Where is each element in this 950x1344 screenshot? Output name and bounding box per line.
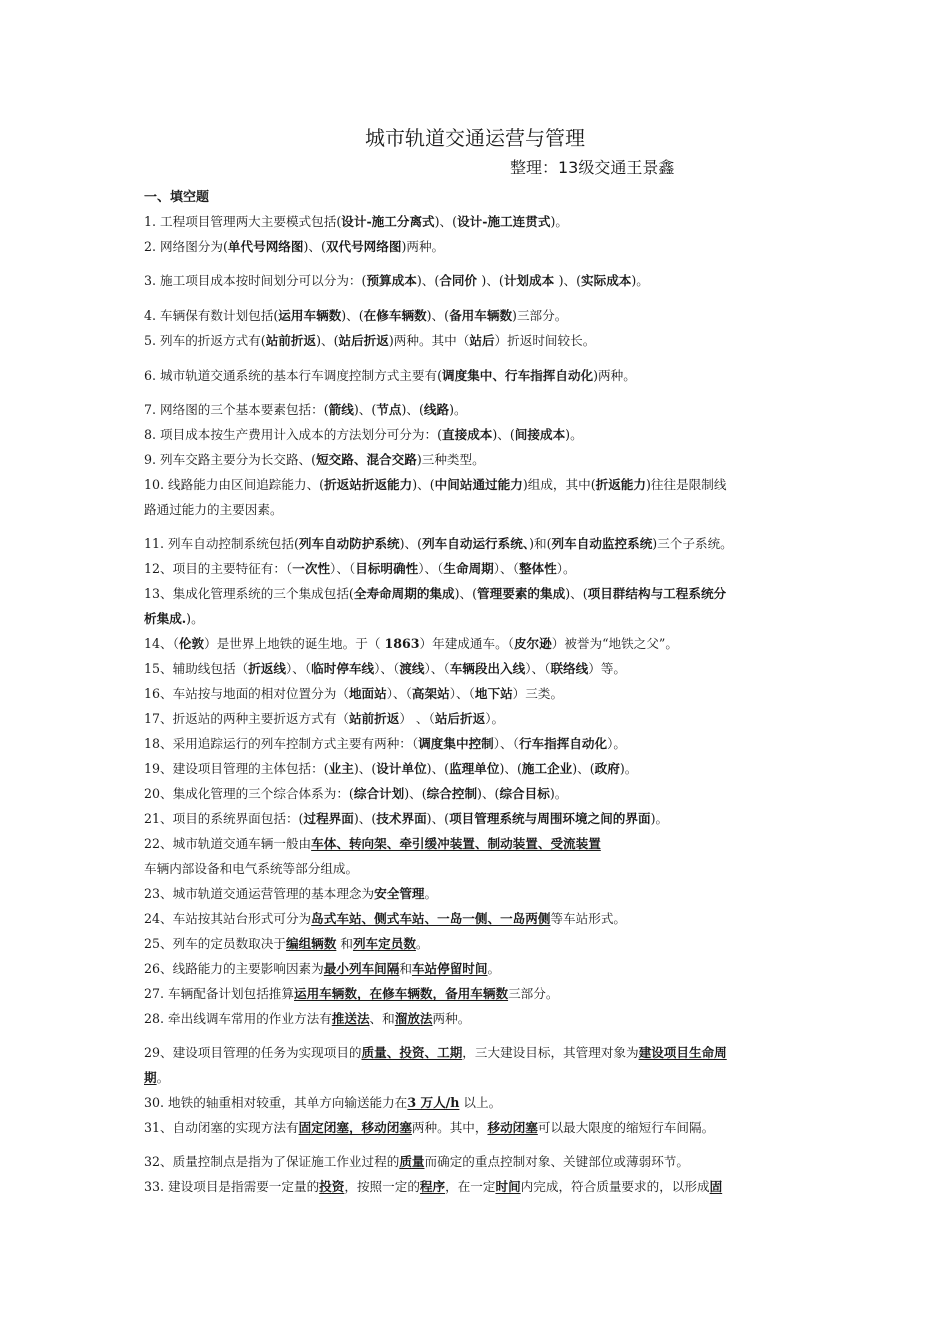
text-line xyxy=(144,808,824,830)
question-text: 13、集成化管理系统的三个集成包括( xyxy=(144,586,354,601)
text-line xyxy=(144,633,824,655)
answer-text: 备用车辆数 xyxy=(449,308,513,323)
answer-text: 高架站 xyxy=(411,686,450,701)
question-text: )。 xyxy=(550,214,568,229)
question-text: 15、辅助线包括（ xyxy=(144,661,249,676)
question-text: 。 xyxy=(415,936,429,951)
answer-text: 固 xyxy=(709,1179,723,1194)
question-text: ）三类。 xyxy=(512,686,564,701)
question-text: )、( xyxy=(399,536,423,551)
text-line xyxy=(144,1042,824,1064)
question-text: )三部分。 xyxy=(512,308,568,323)
question-text: )、( xyxy=(492,427,515,442)
text-line xyxy=(144,583,824,605)
question-text: )、( xyxy=(416,273,440,288)
question-text: )。 xyxy=(186,611,204,626)
question-text: 。 xyxy=(487,961,501,976)
answer-text: 渡线 xyxy=(399,661,425,676)
answer-text: 临时停车线 xyxy=(311,661,375,676)
answer-text: 列车自动运行系统、 xyxy=(422,536,530,551)
question-text: )两种。其中（ xyxy=(388,333,470,348)
answer-text: 技术界面 xyxy=(376,811,427,826)
answer-text: 程序 xyxy=(419,1179,446,1194)
answer-text: 设计-施工分离式 xyxy=(341,214,435,229)
question-text: 20、集成化管理的三个综合体系为：( xyxy=(144,786,354,801)
text-line xyxy=(144,1151,824,1173)
question-text: 24、车站按其站台形式可分为 xyxy=(144,911,312,926)
question-text: )。 xyxy=(650,811,669,826)
question-text: 25、列车的定员数取决于 xyxy=(144,936,286,951)
question-text: )、( xyxy=(426,308,450,323)
question-text: 和 xyxy=(399,961,412,976)
question-text: )、( xyxy=(353,761,377,776)
question-text: ）。 xyxy=(485,711,505,726)
answer-text: 综合计划 xyxy=(353,786,405,801)
section-heading: 一、填空题 xyxy=(144,190,210,205)
answer-text: 业主 xyxy=(328,761,354,776)
answer-text: 析集成. xyxy=(144,611,187,626)
text-line xyxy=(144,211,824,233)
answer-text: 过程界面 xyxy=(303,811,354,826)
answer-text: 时间 xyxy=(495,1179,521,1194)
text-line xyxy=(144,758,824,780)
answer-text: 车站停留时间 xyxy=(411,961,488,976)
answer-text: 固定闭塞，移动闭塞 xyxy=(298,1120,412,1135)
question-text: 19、建设项目管理的主体包括：( xyxy=(144,761,329,776)
text-line xyxy=(144,783,824,805)
answer-text: 投资 xyxy=(319,1179,345,1194)
text-line xyxy=(144,708,824,730)
question-text: )。 xyxy=(549,786,568,801)
text-line xyxy=(144,399,824,421)
answer-text: 移动闭塞 xyxy=(487,1120,538,1135)
question-text: )、( xyxy=(572,761,595,776)
text-line xyxy=(144,858,824,880)
answer-text: 计划成本 xyxy=(503,273,559,288)
document-title: 城市轨道交通运营与管理 xyxy=(365,126,585,150)
text-line xyxy=(144,499,824,521)
answer-text: 项目群结构与工程系统分 xyxy=(587,586,727,601)
question-text: )。 xyxy=(565,427,583,442)
answer-text: 一次性 xyxy=(292,561,331,576)
answer-text: 运用车辆数 xyxy=(278,308,342,323)
text-line xyxy=(144,958,824,980)
answer-text: 站后 xyxy=(469,333,495,348)
question-text: )三个子系统。 xyxy=(652,536,733,551)
text-line xyxy=(144,330,824,352)
question-text: 7. 网络图的三个基本要素包括：( xyxy=(144,402,329,417)
question-text: )、( xyxy=(558,273,582,288)
answer-text: 车体、转向架、牵引缓冲装置、制动装置、受流装置 xyxy=(311,836,601,851)
question-text: 17、折返站的两种主要折返方式有（ xyxy=(144,711,349,726)
answer-text: 伦敦 xyxy=(178,636,205,651)
answer-text: 3 万人/h xyxy=(407,1095,460,1110)
question-text: ）、（ xyxy=(449,686,475,701)
answer-text: 实际成本 xyxy=(581,273,632,288)
question-text: 内完成，符合质量要求的，以形成 xyxy=(520,1179,710,1194)
answer-text: 间接成本 xyxy=(514,427,566,442)
answer-text: 编组辆数 xyxy=(285,936,337,951)
question-text: 32、质量控制点是指为了保证施工作业过程的 xyxy=(144,1154,400,1169)
question-text: )、( xyxy=(412,477,435,492)
answer-text: 项目管理系统与周围环境之间的界面 xyxy=(449,811,651,826)
question-text: 18、采用追踪运行的列车控制方式主要有两种：（ xyxy=(144,736,419,751)
answer-text: 箭线 xyxy=(328,402,354,417)
question-text: )、( xyxy=(303,239,326,254)
answer-text: 站前折返 xyxy=(265,333,317,348)
answer-text: 线路 xyxy=(423,402,450,417)
question-text: )、( xyxy=(426,811,450,826)
question-text: ）、（ xyxy=(418,561,444,576)
question-text: ，按照一定的 xyxy=(344,1179,420,1194)
question-text: )、( xyxy=(434,214,458,229)
text-line xyxy=(144,558,824,580)
answer-text: 列车自动监控系统 xyxy=(551,536,653,551)
text-line xyxy=(144,1092,824,1114)
question-text: 两种。其中， xyxy=(411,1120,488,1135)
question-text: ）、（ xyxy=(493,736,519,751)
question-text: )组成，其中( xyxy=(522,477,596,492)
question-text: 5. 列车的折返方式有( xyxy=(144,333,266,348)
question-text: 27. 车辆配备计划包括推算 xyxy=(144,986,294,1001)
question-text: )往往是限制线 xyxy=(645,477,727,492)
answer-text: 政府 xyxy=(594,761,620,776)
question-text: )、( xyxy=(353,811,377,826)
question-text: 12、项目的主要特征有：（ xyxy=(144,561,293,576)
text-line xyxy=(144,883,824,905)
question-text: 28. 牵出线调车常用的作业方法有 xyxy=(144,1011,332,1026)
text-line xyxy=(144,933,824,955)
text-line xyxy=(144,474,824,496)
answer-text: 在修车辆数 xyxy=(363,308,427,323)
question-text: )。 xyxy=(449,402,467,417)
question-text: ）、（ xyxy=(424,661,450,676)
question-text: ）年建成通车。（ xyxy=(419,636,514,651)
answer-text: 监理单位 xyxy=(449,761,500,776)
question-text: ）。 xyxy=(556,561,576,576)
text-line xyxy=(144,533,824,555)
question-text: 车辆内部设备和电气系统等部分组成。 xyxy=(144,861,359,876)
answer-text: 综合目标 xyxy=(499,786,550,801)
answer-text: 全寿命周期的集成 xyxy=(353,586,455,601)
question-text: )。 xyxy=(631,273,649,288)
answer-text: 目标明确性 xyxy=(355,561,419,576)
answer-text: 站后折返 xyxy=(338,333,389,348)
question-text: ）等。 xyxy=(588,661,626,676)
text-line xyxy=(144,236,824,258)
question-text: 8. 项目成本按生产费用计入成本的方法划分可分为：( xyxy=(144,427,442,442)
question-text: 31、自动闭塞的实现方法有 xyxy=(144,1120,299,1135)
question-text: )、( xyxy=(404,786,427,801)
question-text: 路通过能力的主要因素。 xyxy=(144,502,283,517)
answer-text: 运用车辆数，在修车辆数，备用车辆数 xyxy=(293,986,509,1001)
question-text: )、( xyxy=(426,761,450,776)
question-text: 三部分。 xyxy=(508,986,559,1001)
question-text: 2. 网络图分为( xyxy=(144,239,228,254)
text-line xyxy=(144,683,824,705)
answer-text: 生命周期 xyxy=(443,561,494,576)
answer-text: 整体性 xyxy=(518,561,557,576)
text-line xyxy=(144,365,824,387)
question-text: )。 xyxy=(619,761,638,776)
answer-text: 质量 xyxy=(399,1154,425,1169)
question-text: ）、（ xyxy=(493,561,519,576)
question-text: )、( xyxy=(353,402,377,417)
answer-text: 安全管理 xyxy=(374,886,425,901)
question-text: 两种。 xyxy=(432,1011,471,1026)
answer-text: 折返线 xyxy=(248,661,286,676)
question-text: ）被誉为“地铁之父”。 xyxy=(551,636,678,651)
question-text: )、( xyxy=(481,273,504,288)
answer-text: 中间站通过能力 xyxy=(434,477,523,492)
question-text: 26、线路能力的主要影响因素为 xyxy=(144,961,324,976)
question-text: ）折返时间较长。 xyxy=(494,333,596,348)
text-line xyxy=(144,305,824,327)
text-line xyxy=(144,983,824,1005)
answer-text: 1863 xyxy=(384,636,420,651)
answer-text: 短交路、混合交路 xyxy=(316,452,417,467)
text-line xyxy=(144,608,824,630)
answer-text: 调度集中控制 xyxy=(418,736,494,751)
answer-text: 调度集中、行车指挥自动化 xyxy=(442,368,594,383)
answer-text: 地下站 xyxy=(474,686,513,701)
question-text: 21、项目的系统界面包括：( xyxy=(144,811,304,826)
question-text: 30. 地铁的轴重相对较重，其单方向输送能力在 xyxy=(144,1095,408,1110)
question-text: )两种。 xyxy=(401,239,445,254)
answer-text: 列车自动防护系统 xyxy=(298,536,400,551)
question-text: 33. 建设项目是指需要一定量的 xyxy=(144,1179,320,1194)
text-line xyxy=(144,908,824,930)
question-text: ）、（ xyxy=(374,661,400,676)
text-line xyxy=(144,424,824,446)
text-line xyxy=(144,1067,824,1089)
answer-text: 联络线 xyxy=(550,661,589,676)
answer-text: 单代号网络图 xyxy=(227,239,304,254)
text-line xyxy=(144,449,824,471)
answer-text: 岛式车站、侧式车站、一岛一侧、一岛两侧 xyxy=(311,911,551,926)
answer-text: 皮尔逊 xyxy=(513,636,552,651)
answer-text: 站前折返 xyxy=(348,711,400,726)
question-text: 9. 列车交路主要分为长交路、( xyxy=(144,452,317,467)
answer-text: 双代号网络图 xyxy=(325,239,402,254)
answer-text: 综合控制 xyxy=(426,786,478,801)
question-text: 4. 车辆保有数计划包括( xyxy=(144,308,279,323)
question-text: )、( xyxy=(565,586,588,601)
question-text: 23、城市轨道交通运营管理的基本理念为 xyxy=(144,886,375,901)
answer-text: 期 xyxy=(144,1070,157,1085)
question-text: 。 xyxy=(424,886,438,901)
question-text: )、( xyxy=(499,761,522,776)
answer-text: 管理要素的集成 xyxy=(477,586,566,601)
answer-text: 节点 xyxy=(376,402,402,417)
question-text: 可以最大限度的缩短行车间隔。 xyxy=(537,1120,715,1135)
answer-text: 推送法 xyxy=(331,1011,370,1026)
question-text: ）、（ xyxy=(386,686,412,701)
question-text: 和 xyxy=(336,936,353,951)
question-text: 14、（ xyxy=(144,636,179,651)
question-text: ）、（ xyxy=(330,561,356,576)
answer-text: 溜放法 xyxy=(394,1011,433,1026)
question-text: 。 xyxy=(156,1070,170,1085)
text-line xyxy=(144,1008,824,1030)
question-text: 16、车站按与地面的相对位置分为（ xyxy=(144,686,349,701)
question-text: 、和 xyxy=(369,1011,395,1026)
answer-text: 折返能力 xyxy=(595,477,646,492)
question-text: 3. 施工项目成本按时间划分可以分为：( xyxy=(144,273,367,288)
answer-text: 站后折返 xyxy=(434,711,486,726)
question-text: ） 、（ xyxy=(399,711,435,726)
answer-text: 合同价 xyxy=(439,273,482,288)
text-line xyxy=(144,833,824,855)
question-text: 29、建设项目管理的任务为实现项目的 xyxy=(144,1045,362,1060)
question-text: ）、（ xyxy=(285,661,312,676)
question-text: ，三大建设目标，其管理对象为 xyxy=(462,1045,639,1060)
question-text: )两种。 xyxy=(593,368,636,383)
answer-text: 设计-施工连贯式 xyxy=(457,214,551,229)
text-line xyxy=(144,733,824,755)
question-text: 11. 列车自动控制系统包括( xyxy=(144,536,299,551)
answer-text: 建设项目生命周 xyxy=(638,1045,727,1060)
answer-text: 设计单位 xyxy=(376,761,427,776)
question-text: 1. 工程项目管理两大主要模式包括( xyxy=(144,214,342,229)
text-line xyxy=(144,658,824,680)
question-text: )、( xyxy=(341,308,364,323)
question-text: 以上。 xyxy=(459,1095,502,1110)
question-text: ）、（ xyxy=(525,661,551,676)
text-line xyxy=(144,270,824,292)
text-line xyxy=(144,1176,824,1198)
answer-text: 地面站 xyxy=(348,686,387,701)
question-text: 6. 城市轨道交通系统的基本行车调度控制方式主要有( xyxy=(144,368,442,383)
question-text: )和( xyxy=(529,536,552,551)
question-text: ）是世界上地铁的诞生地。于（ xyxy=(204,636,385,651)
answer-text: 折返站折返能力 xyxy=(324,477,413,492)
question-text: )、( xyxy=(401,402,424,417)
text-line xyxy=(144,1117,824,1139)
question-text: )三种类型。 xyxy=(416,452,485,467)
question-text: 而确定的重点控制对象、关键部位或薄弱环节。 xyxy=(424,1154,689,1169)
document-subtitle: 整理：13级交通王景鑫 xyxy=(510,158,675,177)
question-text: ）。 xyxy=(607,736,626,751)
answer-text: 列车定员数 xyxy=(352,936,416,951)
answer-text: 车辆段出入线 xyxy=(449,661,526,676)
answer-text: 质量、投资、工期 xyxy=(361,1045,463,1060)
answer-text: 施工企业 xyxy=(521,761,573,776)
question-text: 等车站形式。 xyxy=(550,911,626,926)
answer-text: 行车指挥自动化 xyxy=(518,736,608,751)
question-text: )、( xyxy=(477,786,500,801)
question-text: )、( xyxy=(316,333,339,348)
answer-text: 最小列车间隔 xyxy=(323,961,400,976)
answer-text: 直接成本 xyxy=(442,427,493,442)
question-text: 10. 线路能力由区间追踪能力、( xyxy=(144,477,325,492)
question-text: 22、城市轨道交通车辆一般由 xyxy=(144,836,312,851)
question-text: )、( xyxy=(454,586,478,601)
question-text: ，在一定 xyxy=(445,1179,496,1194)
answer-text: 预算成本 xyxy=(366,273,417,288)
